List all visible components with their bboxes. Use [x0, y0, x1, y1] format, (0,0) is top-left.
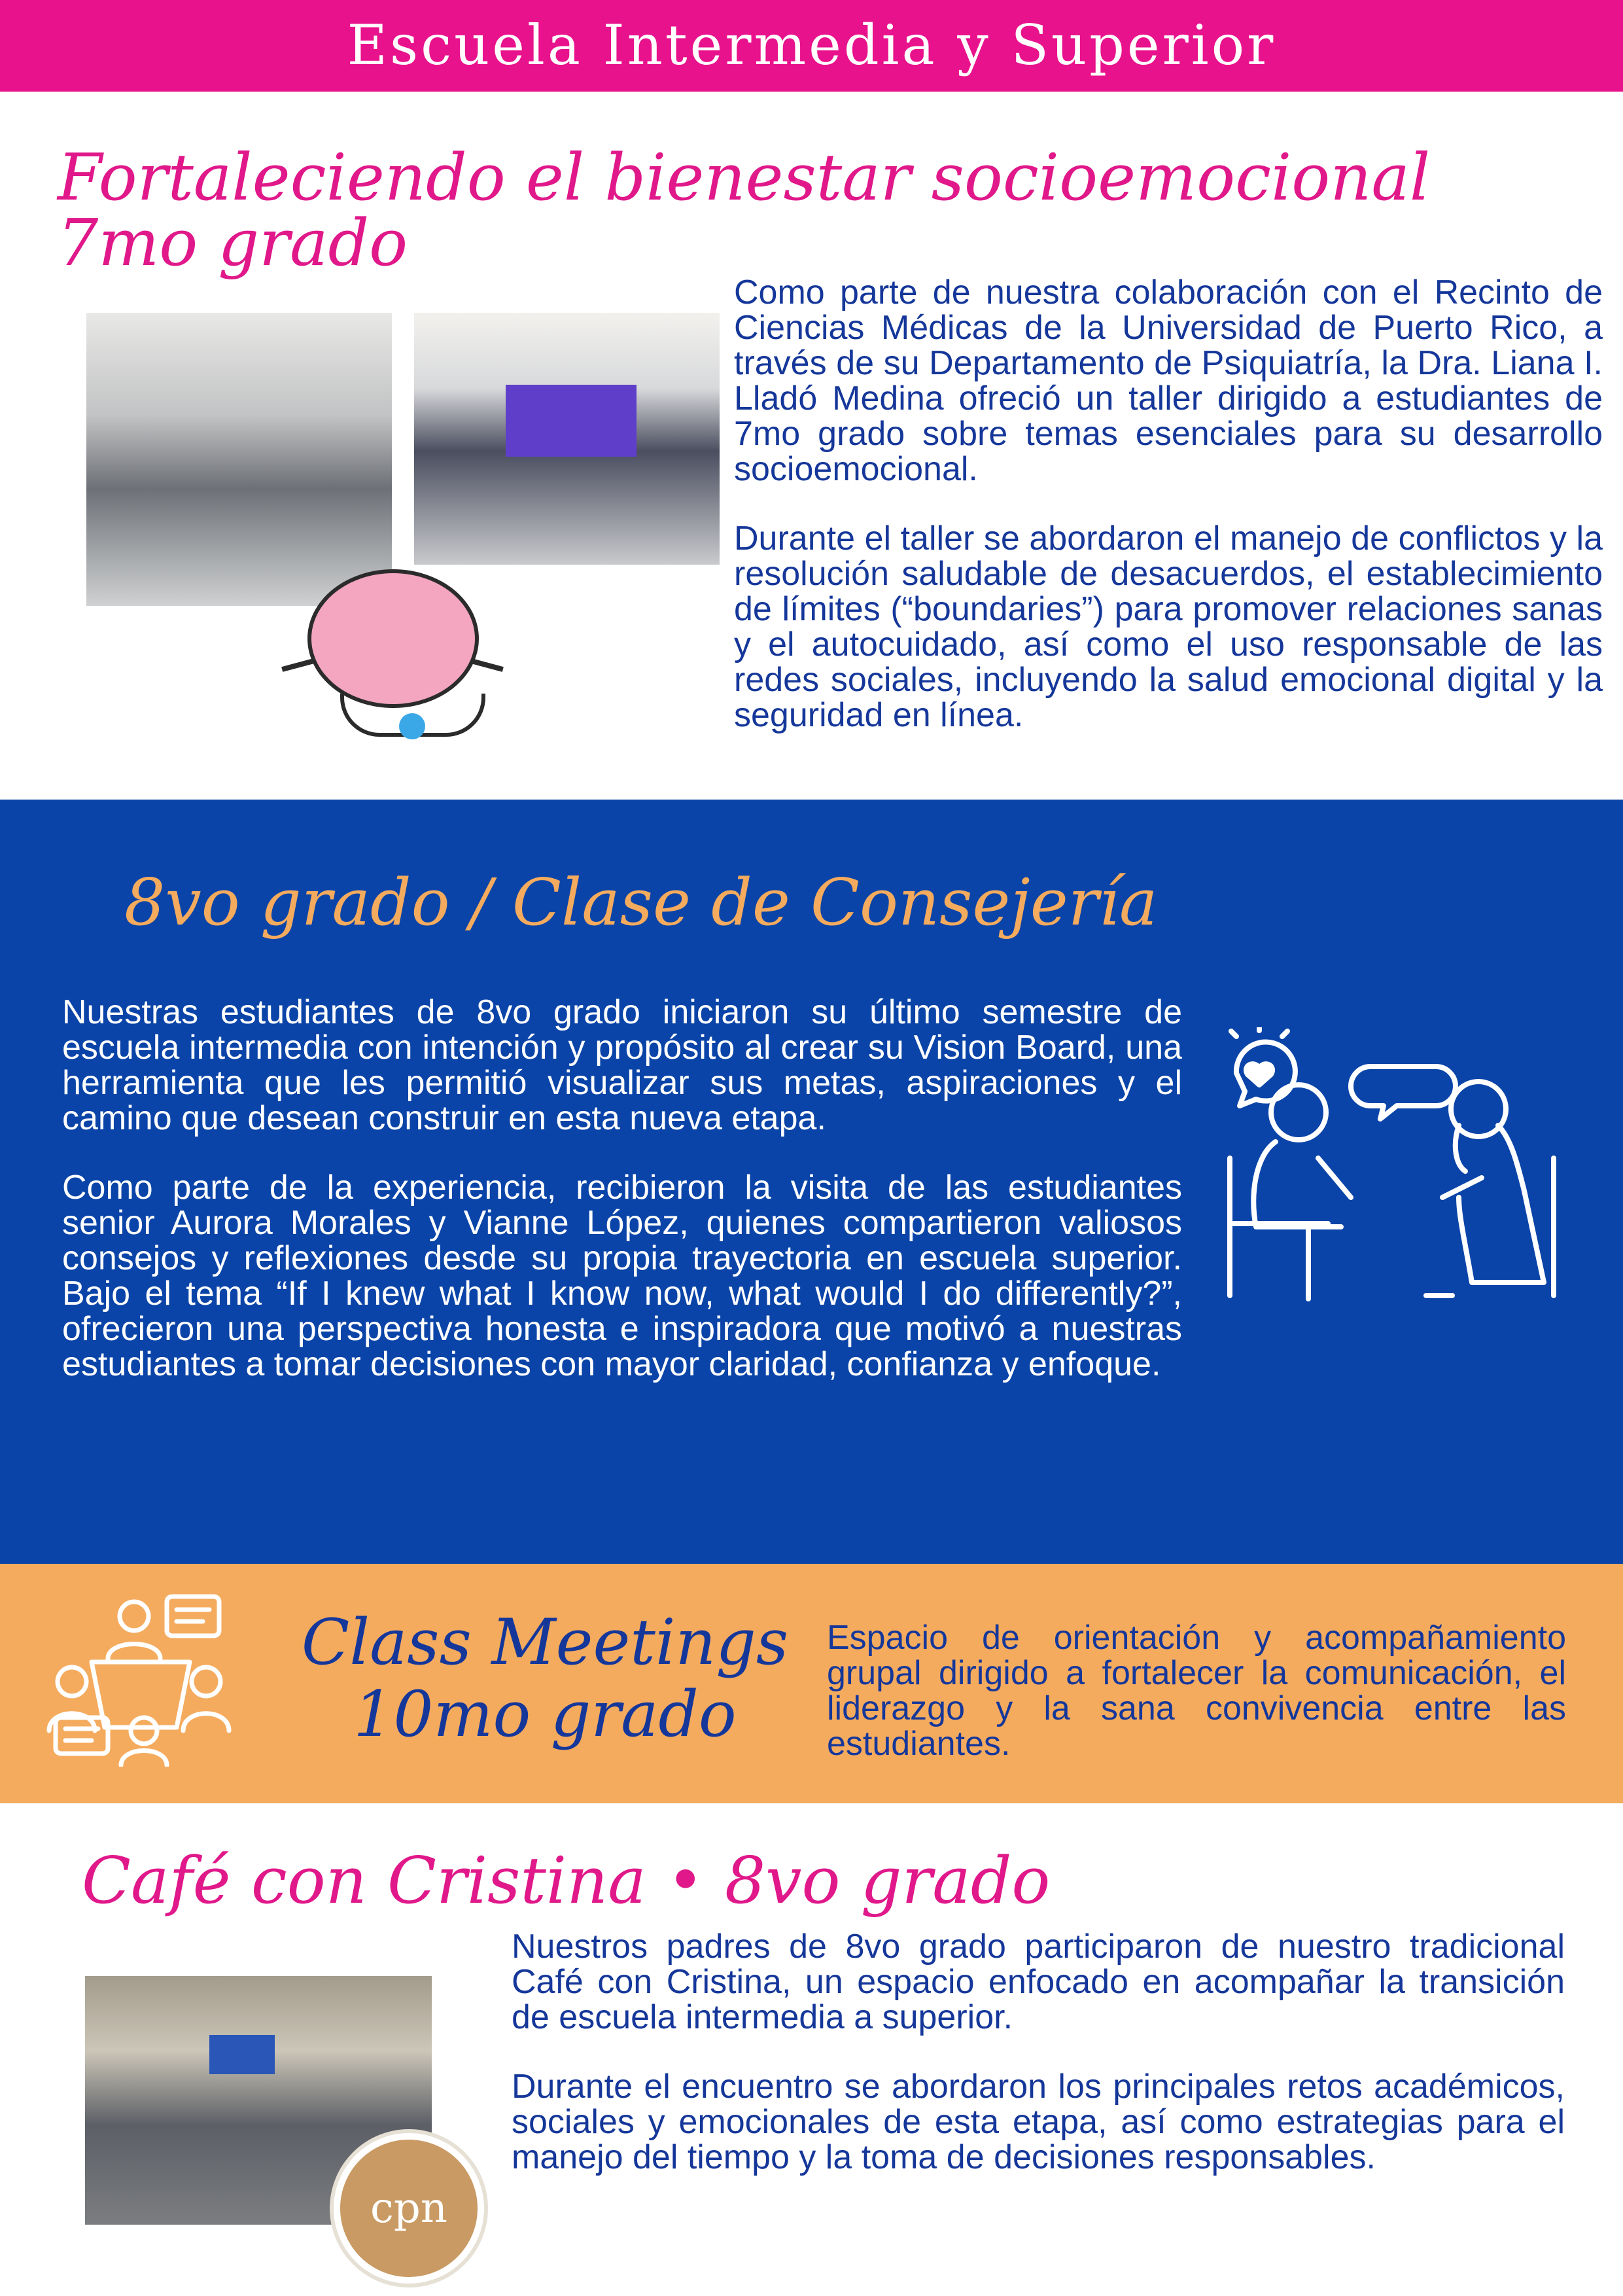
section4-paragraph2: Durante el encuentro se abordaron los principales retos académicos, sociales y emocionales de esta etapa, así como estrategias para el manejo del tiempo y la toma de decisiones responsables. [512, 2068, 1565, 2176]
projector-screen [209, 2035, 275, 2074]
section2-body [62, 995, 1182, 1416]
section2-title: 8vo grado / Clase de Consejería [124, 866, 1158, 940]
group-meeting-icon [46, 1590, 232, 1767]
classroom-photo [86, 313, 392, 606]
section4-paragraph1: Nuestros padres de 8vo grado participaron de nuestro tradicional Café con Cristina, un espacio enfocado en acompañar la transición de escuela intermedia a superior. [512, 1928, 1565, 2036]
section1-body [734, 275, 1603, 767]
section1-title-line2: 7mo grado [58, 206, 408, 281]
counseling-session-icon [1210, 1027, 1577, 1309]
brain-feet [399, 713, 425, 739]
section3-title-line1: Class Meetings [301, 1606, 789, 1679]
coffee-cup-logo: cpn [334, 2133, 484, 2284]
section2-paragraph2: Como parte de la experiencia, recibieron la visita de las estudiantes senior Aurora Morales y Vianne López, quienes compartieron valiosos consejos y reflexiones desde su propia trayectoria en escuela superior. Bajo el tema “If I knew what I know now, what would I do differently?”, ofrecieron una perspectiva honesta e inspiradora que motivó a nuestras estudiantes a tomar decisiones con mayor claridad, confianza y enfoque. [62, 1169, 1182, 1383]
section1-title [58, 141, 1431, 281]
section1-paragraph1: Como parte de nuestra colaboración con el Recinto de Ciencias Médicas de la Universidad de Puerto Rico, a través de su Departamento de Psiquiatría, la Dra. Liana I. Lladó Medina ofreció un taller dirigido a estudiantes de 7mo grado sobre temas esenciales para su desarrollo socioemocional. [734, 274, 1603, 488]
section4-title: Café con Cristina • 8vo grado [82, 1844, 1051, 1918]
section3-title-line2: 10mo grado [353, 1678, 737, 1751]
section1-title-line1: Fortaleciendo el bienestar socioemocional [58, 141, 1431, 215]
section2-paragraph1: Nuestras estudiantes de 8vo grado iniciaron su último semestre de escuela intermedia con intención y propósito al crear su Vision Board, una herramienta que les permitió visualizar sus metas, aspiraciones y el camino que desean construir en esta nueva etapa. [62, 993, 1182, 1137]
presentation-screen [506, 385, 637, 457]
page-title: Escuela Intermedia y Superior [347, 13, 1276, 77]
section3-title [287, 1606, 803, 1750]
meditating-brain-icon [307, 569, 479, 708]
section1-paragraph2: Durante el taller se abordaron el manejo de conflictos y la resolución saludable de desacuerdos, el establecimiento de límites (“boundaries”) para promover relaciones sanas y el autocuidado, así como el uso responsable de las redes sociales, incluyendo la salud emocional digital y la seguridad en línea. [734, 520, 1603, 734]
group-photo [414, 313, 720, 565]
section4-body [512, 1929, 1565, 2209]
section3-paragraph: Espacio de orientación y acompañamiento grupal dirigido a fortalecer la comunicación, el liderazgo y la sana convivencia entre las estudiantes. [827, 1619, 1566, 1763]
